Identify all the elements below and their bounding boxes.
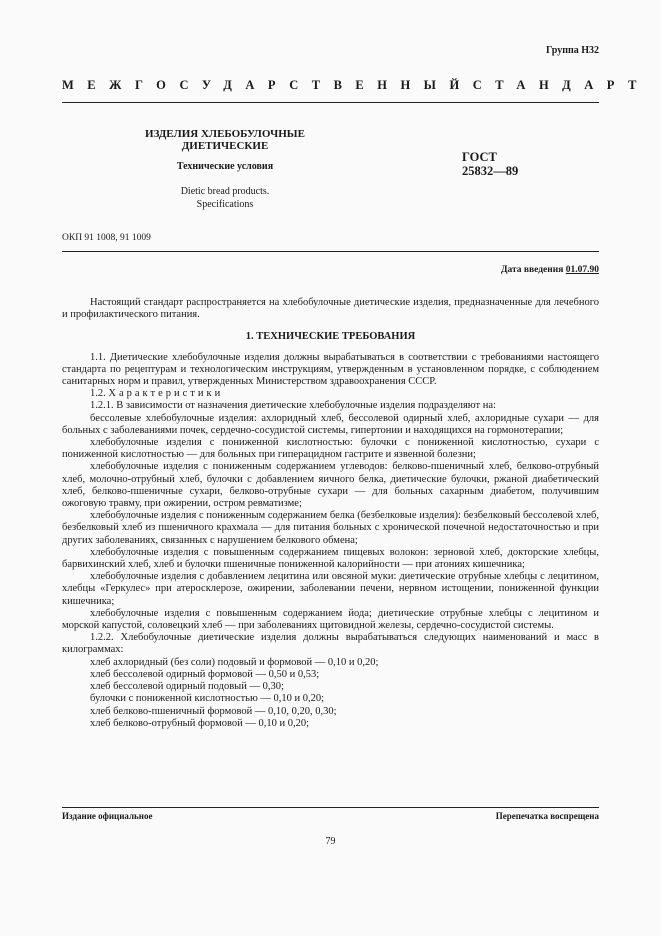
- gost-label: ГОСТ: [462, 150, 497, 164]
- page-number: 79: [325, 836, 336, 847]
- introduction-date-value: 01.07.90: [565, 265, 599, 275]
- intro-paragraph: Настоящий стандарт распространяется на хлебобулочные диетические изделия, предназначенные для лечебного и профилактического питания.: [62, 297, 599, 321]
- standard-banner: [62, 78, 650, 93]
- banner-word-standard: СТАНДАРТ: [472, 78, 650, 92]
- introduction-date: [501, 265, 599, 275]
- gost-number: 25832—89: [462, 164, 519, 178]
- clause-1-2: 1.2. Характеристики: [90, 388, 224, 400]
- reprint-prohibited-note: Перепечатка воспрещена: [495, 811, 599, 821]
- clause-1-1: 1.1. Диетические хлебобулочные изделия должны вырабатываться в соответствии с требованиями настоящего стандарта по рецептурам и технологическим инструкциям, утвержденным в установленном порядке, с соблюдением санитарных норм и правил, утвержденных Министерством здравоохранения СССР.: [62, 351, 599, 388]
- category-lecithin: хлебобулочные изделия с добавлением лецитина или овсяной муки: диетические отрубные хлебцы с лецитином, хлебцы «Геркулес» при атеросклерозе, ожирении, заболевании печени, нервном истощении, пониженной функции кишечника;: [62, 571, 599, 607]
- english-title: [100, 185, 350, 211]
- english-title-line-2: Specifications: [196, 199, 254, 210]
- introduction-date-label: Дата введения: [500, 265, 564, 275]
- document-title: [100, 128, 350, 152]
- category-low-protein: хлебобулочные изделия с пониженным содержанием белка (безбелковые изделия): безбелковый бессолевой хлеб, безбелковый хлеб из пшеничного крахмала — для питания больных с хронической почечной недостаточностью и при других заболеваниях, связанных с нарушением белкового обмена;: [62, 510, 599, 546]
- middle-rule: [62, 251, 599, 252]
- list-item: хлеб бессолевой одирный подовый — 0,30;: [90, 681, 284, 693]
- list-item: хлеб белково-пшеничный формовой — 0,10, 0,20, 0,30;: [90, 705, 337, 717]
- banner-word-interstate: МЕЖГОСУДАРСТВЕННЫЙ: [62, 78, 473, 92]
- product-list: [62, 657, 599, 730]
- category-salt-free: бессолевые хлебобулочные изделия: ахлоридный хлеб, бессолевой одирный хлеб, ахлоридные сухари — для больных с заболеваниями почек, сердечно-сосудистой системы, гипертонии и находящихся на гормонотерапии;: [62, 412, 599, 436]
- title-line-2: ДИЕТИЧЕСКИЕ: [181, 140, 269, 152]
- title-line-1: ИЗДЕЛИЯ ХЛЕБОБУЛОЧНЫЕ: [145, 128, 305, 140]
- classification-group: Группа Н32: [546, 45, 599, 56]
- title-block: [100, 128, 350, 211]
- section-heading: 1. ТЕХНИЧЕСКИЕ ТРЕБОВАНИЯ: [245, 331, 416, 343]
- clause-1-2-1: 1.2.1. В зависимости от назначения диетические хлебобулочные изделия подразделяют на:: [90, 400, 496, 412]
- document-body: [62, 297, 599, 730]
- category-low-acidity: хлебобулочные изделия с пониженной кислотностью: булочки с пониженной кислотностью, сухари с пониженной кислотностью — для больных при гиперацидном гастрите и язвенной болезни;: [62, 437, 599, 461]
- list-item: хлеб бессолевой одирный формовой — 0,50 и 0,53;: [90, 668, 320, 680]
- bottom-rule: [62, 807, 599, 808]
- document-subtitle: Технические условия: [176, 161, 274, 172]
- list-item: хлеб белково-отрубный формовой — 0,10 и 0,20;: [90, 717, 310, 729]
- list-item: булочки с пониженной кислотностью — 0,10 и 0,20;: [90, 693, 325, 705]
- gost-designation: [462, 150, 518, 178]
- category-low-carb: хлебобулочные изделия с пониженным содержанием углеводов: белково-пшеничный хлеб, белково-отрубный хлеб, молочно-отрубный хлеб, булочки с добавлением яичного белка, диетические булочки, ржаной диабетический хлеб, белково-пшеничные сухари, белково-отрубные сухари — для больных сахарным диабетом, получившим ожоговую травму, при ожирении, остром ревматизме;: [62, 461, 599, 510]
- okp-codes: ОКП 91 1008, 91 1009: [62, 233, 151, 243]
- category-iodine: хлебобулочные изделия с повышенным содержанием йода; диетические отрубные хлебцы с лецитином и морской капустой, соловецкий хлеб — при заболеваниях щитовидной железы, сердечно-сосудистой системы.: [62, 607, 599, 632]
- top-rule: [62, 102, 599, 103]
- clause-1-2-2: 1.2.2. Хлебобулочные диетические изделия должны вырабатываться следующих наименований и масс в килограммах:: [62, 632, 599, 656]
- list-item: хлеб ахлоридный (без соли) подовый и формовой — 0,10 и 0,20;: [90, 656, 379, 668]
- official-edition-note: Издание официальное: [62, 811, 153, 821]
- characteristics-heading: Характеристики: [108, 388, 224, 400]
- english-title-line-1: Dietic bread products.: [180, 186, 270, 197]
- category-high-fiber: хлебобулочные изделия с повышенным содержанием пищевых волокон: зерновой хлеб, докторские хлебцы, барвихинский хлеб, хлеб и булочки пшеничные пониженной калорийности — при атониях кишечника;: [62, 546, 599, 571]
